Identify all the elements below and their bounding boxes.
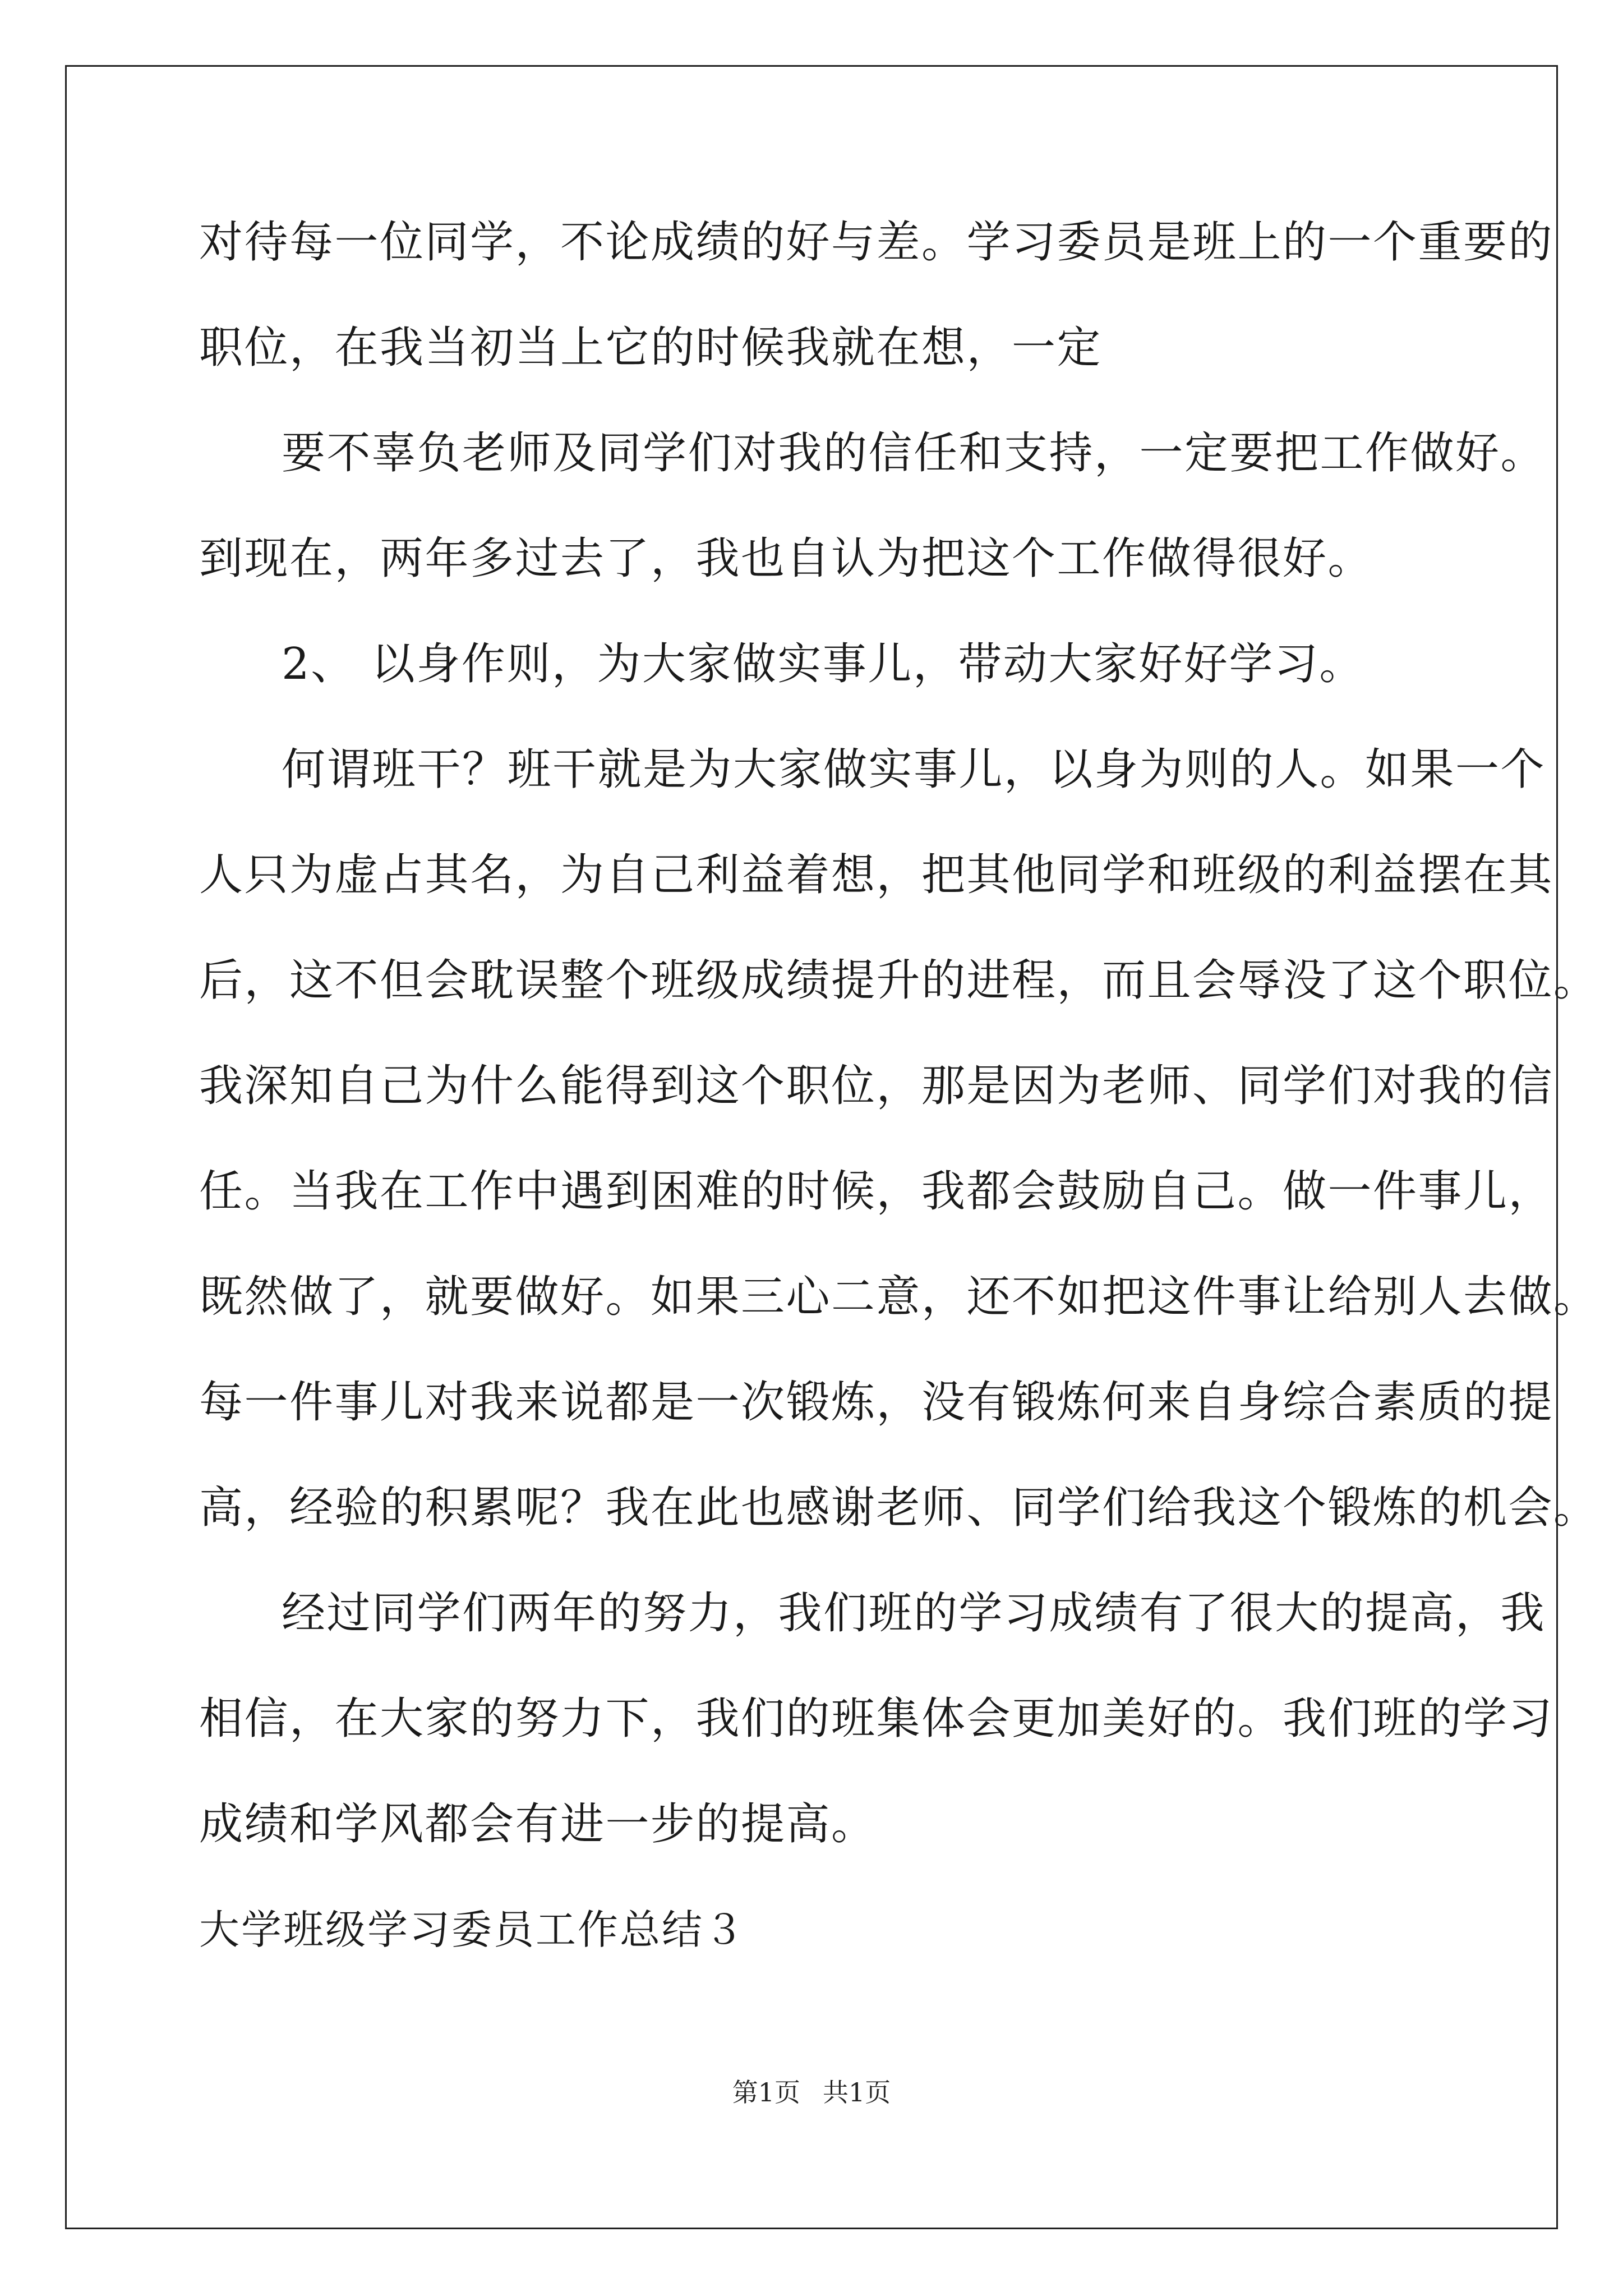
- text-line: 每一件事儿对我来说都是一次锻炼，没有锻炼何来自身综合素质的提: [199, 1377, 1554, 1428]
- list-item-heading: 2、 以身作则，为大家做实事儿，带动大家好好学习。: [282, 639, 1364, 689]
- text-line: 既然做了，就要做好。如果三心二意，还不如把这件事让给别人去做。: [199, 1272, 1599, 1322]
- text-line: 要不辜负老师及同学们对我的信任和支持，一定要把工作做好。: [282, 428, 1546, 478]
- text-line: 职位，在我当初当上它的时候我就在想，一定: [199, 323, 1103, 373]
- section-heading: 大学班级学习委员工作总结３: [199, 1906, 746, 1953]
- page-footer: [0, 2076, 1623, 2109]
- text-line: 后，这不但会耽误整个班级成绩提升的进程，而且会辱没了这个职位。: [199, 955, 1599, 1006]
- page-number: 第1页: [732, 2077, 800, 2108]
- page-total: 共1页: [823, 2077, 891, 2108]
- text-line: 任。当我在工作中遇到困难的时候，我都会鼓励自己。做一件事儿，: [199, 1166, 1554, 1217]
- text-line: 经过同学们两年的努力，我们班的学习成绩有了很大的提高，我: [282, 1588, 1546, 1639]
- text-line: 对待每一位同学，不论成绩的好与差。学习委员是班上的一个重要的: [199, 217, 1554, 268]
- text-line: 我深知自己为什么能得到这个职位，那是因为老师、同学们对我的信: [199, 1061, 1554, 1111]
- text-line: 高，经验的积累呢？我在此也感谢老师、同学们给我这个锻炼的机会。: [199, 1483, 1599, 1533]
- text-line: 何谓班干？班干就是为大家做实事儿，以身为则的人。如果一个: [282, 744, 1546, 795]
- text-line: 相信，在大家的努力下，我们的班集体会更加美好的。我们班的学习: [199, 1694, 1554, 1744]
- text-line: 成绩和学风都会有进一步的提高。: [199, 1799, 877, 1849]
- text-line: 人只为虚占其名，为自己利益着想，把其他同学和班级的利益摆在其: [199, 850, 1554, 900]
- text-line: 到现在，两年多过去了，我也自认为把这个工作做得很好。: [199, 533, 1373, 584]
